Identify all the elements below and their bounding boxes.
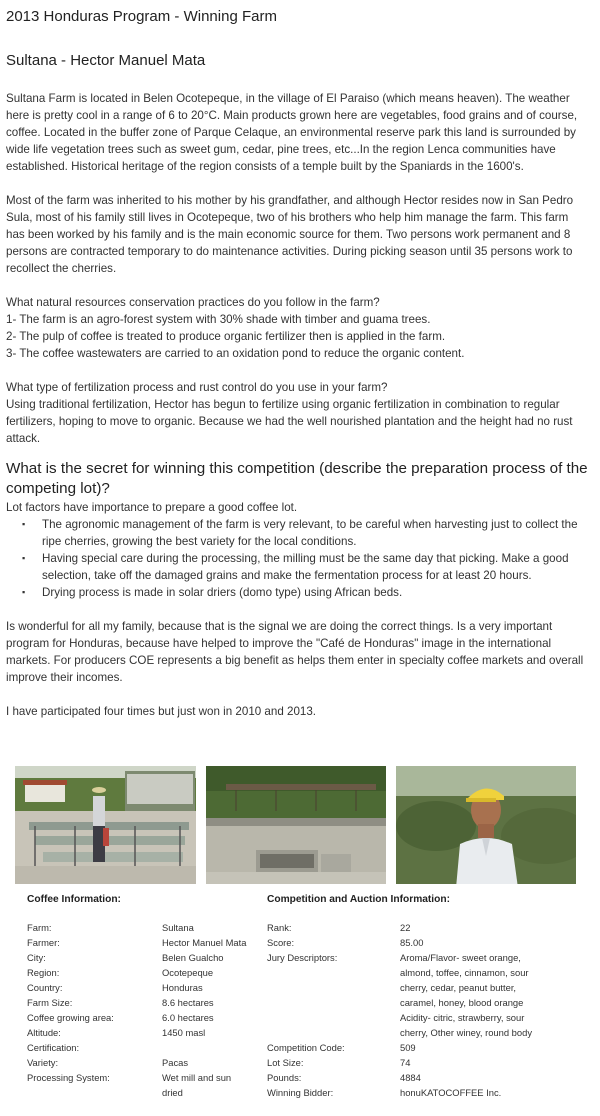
table-row xyxy=(27,935,257,950)
row-value: Aroma/Flavor- sweet orange, almond, toffee, cinnamon, sour cherry, cedar, peanut butter, caramel, honey, blood orange Acidity- citric, strawberry, sour cherry, Other winey, round body xyxy=(400,952,533,1038)
row-label: Jury Descriptors: xyxy=(267,952,338,963)
hillside-patio-image xyxy=(206,766,386,884)
row-label: Certification: xyxy=(27,1042,80,1053)
row-label: Variety: xyxy=(27,1057,59,1068)
table-row xyxy=(267,1085,587,1100)
conservation-section xyxy=(6,294,590,362)
participation-note: I have participated four times but just won in 2010 and 2013. xyxy=(6,705,317,718)
row-label: Farmer: xyxy=(27,937,60,948)
row-label: Score: xyxy=(267,937,295,948)
table-row xyxy=(267,1040,587,1055)
article xyxy=(6,0,590,720)
farmer-portrait-image xyxy=(396,766,576,884)
row-value: 509 xyxy=(400,1042,416,1053)
table-row xyxy=(27,980,257,995)
auction-info-heading: Competition and Auction Information: xyxy=(267,894,450,905)
secret-bullet-list xyxy=(6,516,590,601)
row-label: Pounds: xyxy=(267,1072,302,1083)
row-label: Coffee growing area: xyxy=(27,1012,114,1023)
drying-patio-image xyxy=(15,766,196,884)
row-value: 74 xyxy=(400,1057,411,1068)
farm-subtitle: Sultana - Hector Manuel Mata xyxy=(6,52,206,69)
row-value: 6.0 hectares xyxy=(162,1012,214,1023)
row-label: Country: xyxy=(27,982,63,993)
page-title: 2013 Honduras Program - Winning Farm xyxy=(6,8,277,25)
conservation-answer-2: 2- The pulp of coffee is treated to produce organic fertilizer then is applied in the farm. xyxy=(6,330,446,343)
row-value: Ocotepeque xyxy=(162,967,214,978)
table-row xyxy=(27,965,257,980)
drying-patio-photo xyxy=(15,766,196,884)
row-label: Rank: xyxy=(267,922,292,933)
table-row xyxy=(267,935,587,950)
list-item: ▪ The agronomic management of the farm is very relevant, to be careful when harvesting just to collect the ripe cherries, growing the best variety for the local conditions. xyxy=(20,516,590,550)
table-row xyxy=(27,950,257,965)
table-row xyxy=(27,920,257,935)
fertilization-section xyxy=(6,379,590,447)
closing-paragraph: Is wonderful for all my family, because that is the signal we are doing the correct things. Is a very important program for Honduras, because have helped to improve the "Café de Honduras" image in the international markets. For producers COE represents a big benefit as helps them enter in specialty coffee markets and overall improve their incomes. xyxy=(6,620,584,684)
intro-paragraph-1: Sultana Farm is located in Belen Ocotepeque, in the village of El Paraiso (which means heaven). The weather here is pretty cool in a range of 6 to 20°C. Main products grown here are vegetables, food grains and of course, coffee. Located in the buffer zone of Parque Celaque, an environmental reserve park this land is surrounded by wide life vegetation trees such as sweet gum, cedar, pine trees, etc...In the region Lenca communities have established. Historical heritage of the region consists of a temple built by the Spaniards in the 1600's. xyxy=(6,92,578,173)
auction-info-table xyxy=(267,893,587,1100)
row-label: Winning Bidder: xyxy=(267,1087,334,1098)
row-value: 8.6 hectares xyxy=(162,997,214,1008)
row-label: Lot Size: xyxy=(267,1057,304,1068)
list-item: ▪ Having special care during the processing, the milling must be the same day that picking. Make a good selection, take off the damaged grains and make the fermentation process for at least 20 hours. xyxy=(20,550,590,584)
table-row xyxy=(267,1055,587,1070)
conservation-answer-1: 1- The farm is an agro-forest system with 30% shade with timber and guama trees. xyxy=(6,313,431,326)
coffee-info-heading: Coffee Information: xyxy=(27,894,121,905)
table-row xyxy=(27,1010,257,1025)
row-value: 4884 xyxy=(400,1072,421,1083)
row-value: Pacas xyxy=(162,1057,189,1068)
conservation-question: What natural resources conservation practices do you follow in the farm? xyxy=(6,296,380,309)
row-value: Belen Gualcho xyxy=(162,952,224,963)
table-row xyxy=(27,995,257,1010)
row-label: Farm Size: xyxy=(27,997,73,1008)
row-value: Sultana xyxy=(162,922,194,933)
table-row xyxy=(267,950,587,1040)
photo-strip xyxy=(15,766,577,888)
secret-heading: What is the secret for winning this competition (describe the preparation process of the competing lot)? xyxy=(6,460,588,497)
table-row xyxy=(27,1025,257,1040)
row-label: Processing System: xyxy=(27,1072,110,1083)
table-row xyxy=(267,920,587,935)
fertilization-question: What type of fertilization process and rust control do you use in your farm? xyxy=(6,381,388,394)
list-item: ▪ Drying process is made in solar driers (domo type) using African beds. xyxy=(20,584,590,601)
row-value: Wet mill and sun dried xyxy=(162,1072,232,1098)
row-value: Honduras xyxy=(162,982,203,993)
conservation-answer-3: 3- The coffee wastewaters are carried to an oxidation pond to reduce the organic content. xyxy=(6,347,465,360)
row-value: 1450 masl xyxy=(162,1027,206,1038)
row-label: Farm: xyxy=(27,922,52,933)
fertilization-answer: Using traditional fertilization, Hector has begun to fertilize using organic fertilization in combination to regular fertilizers, hoping to move to organic. Because we had the well nourished plantation and the height had no rust attack. xyxy=(6,398,573,445)
row-value: Hector Manuel Mata xyxy=(162,937,247,948)
coffee-info-table xyxy=(27,893,257,1100)
row-label: Competition Code: xyxy=(267,1042,345,1053)
row-value: 85.00 xyxy=(400,937,424,948)
table-row xyxy=(27,1055,257,1070)
hillside-patio-photo xyxy=(206,766,386,884)
row-value: honuKATOCOFFEE Inc. xyxy=(400,1087,502,1098)
row-label: City: xyxy=(27,952,46,963)
farmer-portrait-photo xyxy=(396,766,576,884)
row-label: Region: xyxy=(27,967,60,978)
secret-lead: Lot factors have importance to prepare a good coffee lot. xyxy=(6,501,298,514)
table-row xyxy=(27,1070,257,1100)
row-label: Altitude: xyxy=(27,1027,61,1038)
table-row xyxy=(27,1040,257,1055)
intro-paragraph-2: Most of the farm was inherited to his mother by his grandfather, and although Hector resides now in San Pedro Sula, most of his family still lives in Ocotepeque, two of his brothers who help him manage the farm. This farm has been worked by his family and is the main economic source for them. Two persons work permanent and 8 persons are contracted temporary to do maintenance activities. During picking season until 35 persons work to recollect the cherries. xyxy=(6,194,574,275)
row-value xyxy=(162,1040,252,1055)
row-value: 22 xyxy=(400,922,411,933)
table-row xyxy=(267,1070,587,1085)
